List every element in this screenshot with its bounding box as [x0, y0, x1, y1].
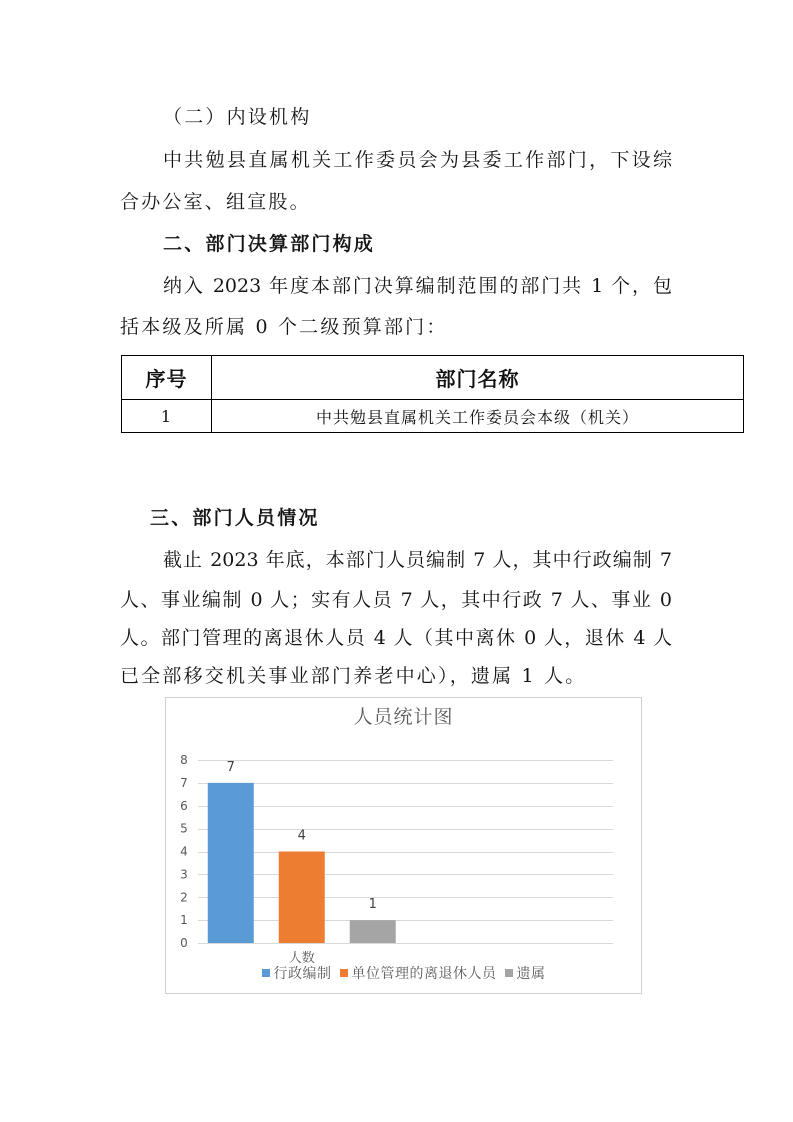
legend-label: 行政编制	[273, 966, 332, 982]
table-row	[122, 400, 744, 433]
paragraph-line: 截止 2023 年底，本部门人员编制 7 人，其中行政编制 7	[163, 549, 672, 571]
table-cell-department-name: 中共勉县直属机关工作委员会本级（机关）	[212, 400, 744, 433]
paragraph-line: 已全部移交机关事业部门养老中心），遗属 1 人。	[120, 665, 587, 687]
legend-label: 遗属	[516, 966, 546, 982]
y-tick-label: 6	[180, 798, 188, 813]
y-tick-label: 2	[180, 890, 188, 905]
y-tick-label: 1	[180, 913, 188, 928]
paragraph-line: 括本级及所属 0 个二级预算部门：	[120, 316, 448, 338]
legend-swatch	[262, 969, 270, 977]
legend-swatch	[505, 969, 513, 977]
section-heading-composition: 二、部门决算部门构成	[163, 233, 376, 255]
y-tick-label: 7	[180, 775, 188, 790]
y-tick-label: 8	[180, 753, 188, 767]
section-heading-staff: 三、部门人员情况	[150, 507, 320, 529]
y-tick-label: 5	[180, 821, 188, 836]
legend-item	[340, 963, 497, 983]
chart-title: 人员统计图	[353, 706, 454, 728]
paragraph-line: 人、事业编制 0 人；实有人员 7 人，其中行政 7 人、事业 0	[120, 589, 672, 611]
table-header-row	[122, 356, 744, 400]
data-label: 1	[368, 897, 377, 913]
paragraph-line: 中共勉县直属机关工作委员会为县委工作部门，下设综	[163, 149, 672, 171]
y-tick-label: 4	[180, 844, 188, 859]
legend-label: 单位管理的离退休人员	[351, 966, 497, 982]
chart-legend	[166, 963, 641, 983]
column-header-department-name: 部门名称	[212, 356, 744, 400]
department-table	[121, 355, 744, 433]
table-cell-index: 1	[122, 400, 212, 433]
y-tick-label: 3	[180, 867, 188, 882]
column-header-index: 序号	[122, 356, 212, 400]
paragraph-line: 纳入 2023 年度本部门决算编制范围的部门共 1 个，包	[163, 275, 672, 297]
legend-item	[262, 963, 332, 983]
section-heading-inner-org: （二）内设机构	[163, 106, 312, 128]
paragraph-line: 合办公室、组宣股。	[120, 191, 311, 213]
chart-bar-3	[350, 920, 396, 943]
data-label: 7	[226, 759, 235, 775]
legend-item	[505, 963, 546, 983]
chart-plot-area	[166, 698, 641, 993]
legend-swatch	[340, 969, 348, 977]
staff-bar-chart	[165, 697, 642, 994]
chart-bar-1	[208, 783, 254, 943]
paragraph-line: 人。部门管理的离退休人员 4 人（其中离休 0 人，退休 4 人	[120, 627, 672, 649]
y-tick-label: 0	[180, 936, 188, 950]
x-category-label: 人数	[288, 951, 315, 966]
data-label: 4	[297, 828, 306, 844]
chart-bar-2	[279, 852, 325, 944]
